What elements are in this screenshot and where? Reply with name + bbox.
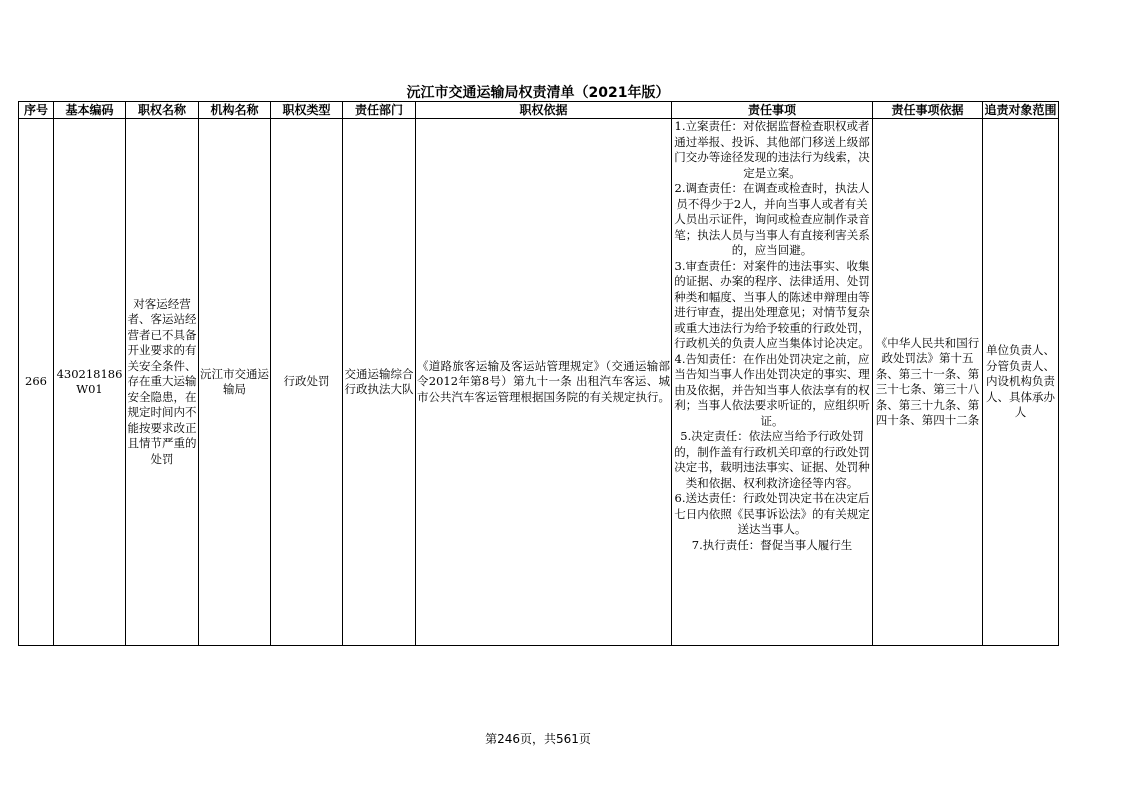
header-power-type: 职权类型	[271, 102, 343, 119]
cell-code: 430218186W01	[54, 119, 126, 646]
table-header-row	[19, 102, 1059, 119]
duty-item: 4.告知责任：在作出处罚决定之前，应当告知当事人作出处罚决定的事实、理由及依据，并告知当事人依法享有的权利；当事人依法要求听证的，应组织听证。	[674, 351, 870, 428]
cell-duty-basis: 《中华人民共和国行政处罚法》第十五条、第三十一条、第三十七条、第三十八条、第三十九条、第四十条、第四十二条	[873, 119, 983, 646]
cell-power-type: 行政处罚	[271, 119, 343, 646]
cell-duties	[672, 119, 873, 646]
duty-item: 7.执行责任：督促当事人履行生	[691, 537, 853, 552]
document-title: 沅江市交通运输局权责清单（2021年版）	[406, 85, 670, 101]
header-duties: 责任事项	[672, 102, 873, 119]
cell-power-name: 对客运经营者、客运站经营者已不具备开业要求的有关安全条件、存在重大运输安全隐患，在规定时间内不能按要求改正且情节严重的处罚	[126, 119, 199, 646]
duty-item: 3.审查责任：对案件的违法事实、收集的证据、办案的程序、法律适用、处罚种类和幅度、当事人的陈述申辩理由等进行审查，提出处理意见；对情节复杂或重大违法行为给予较重的行政处罚，行政机关的负责人应当集体讨论决定。	[674, 258, 870, 350]
duty-item: 5.决定责任：依法应当给予行政处罚的，制作盖有行政机关印章的行政处罚决定书，载明违法事实、证据、处罚种类和依据、权利救济途径等内容。	[674, 429, 870, 490]
header-legal-basis: 职权依据	[416, 102, 672, 119]
header-department: 责任部门	[343, 102, 416, 119]
header-code: 基本编码	[54, 102, 126, 119]
cell-department: 交通运输综合行政执法大队	[343, 119, 416, 646]
duty-item: 6.送达责任：行政处罚决定书在决定后七日内依照《民事诉讼法》的有关规定送达当事人。	[674, 491, 870, 536]
cell-seq: 266	[19, 119, 54, 646]
cell-org-name: 沅江市交通运输局	[199, 119, 271, 646]
duty-item: 2.调查责任：在调查或检查时，执法人员不得少于2人，并向当事人或者有关人员出示证件，询问或检查应制作录音笔；执法人员与当事人有直接利害关系的，应当回避。	[674, 181, 870, 257]
cell-accountability: 单位负责人、分管负责人、内设机构负责人、具体承办人	[983, 119, 1059, 646]
page-footer: 第246页，共561页	[485, 732, 591, 746]
header-seq: 序号	[19, 102, 54, 119]
header-power-name: 职权名称	[126, 102, 199, 119]
header-org-name: 机构名称	[199, 102, 271, 119]
header-accountability: 追责对象范围	[984, 102, 1057, 117]
duty-item: 1.立案责任：对依据监督检查职权或者通过举报、投诉、其他部门移送上级部门交办等途径发现的违法行为线索，决定是立案。	[674, 119, 870, 180]
cell-legal-basis: 《道路旅客运输及客运站管理规定》（交通运输部令2012年第8号）第九十一条 出租汽车客运、城市公共汽车客运管理根据国务院的有关规定执行。	[416, 119, 672, 646]
header-duty-basis: 责任事项依据	[873, 102, 983, 119]
power-list-table	[18, 101, 1059, 646]
table-row	[19, 119, 1059, 646]
